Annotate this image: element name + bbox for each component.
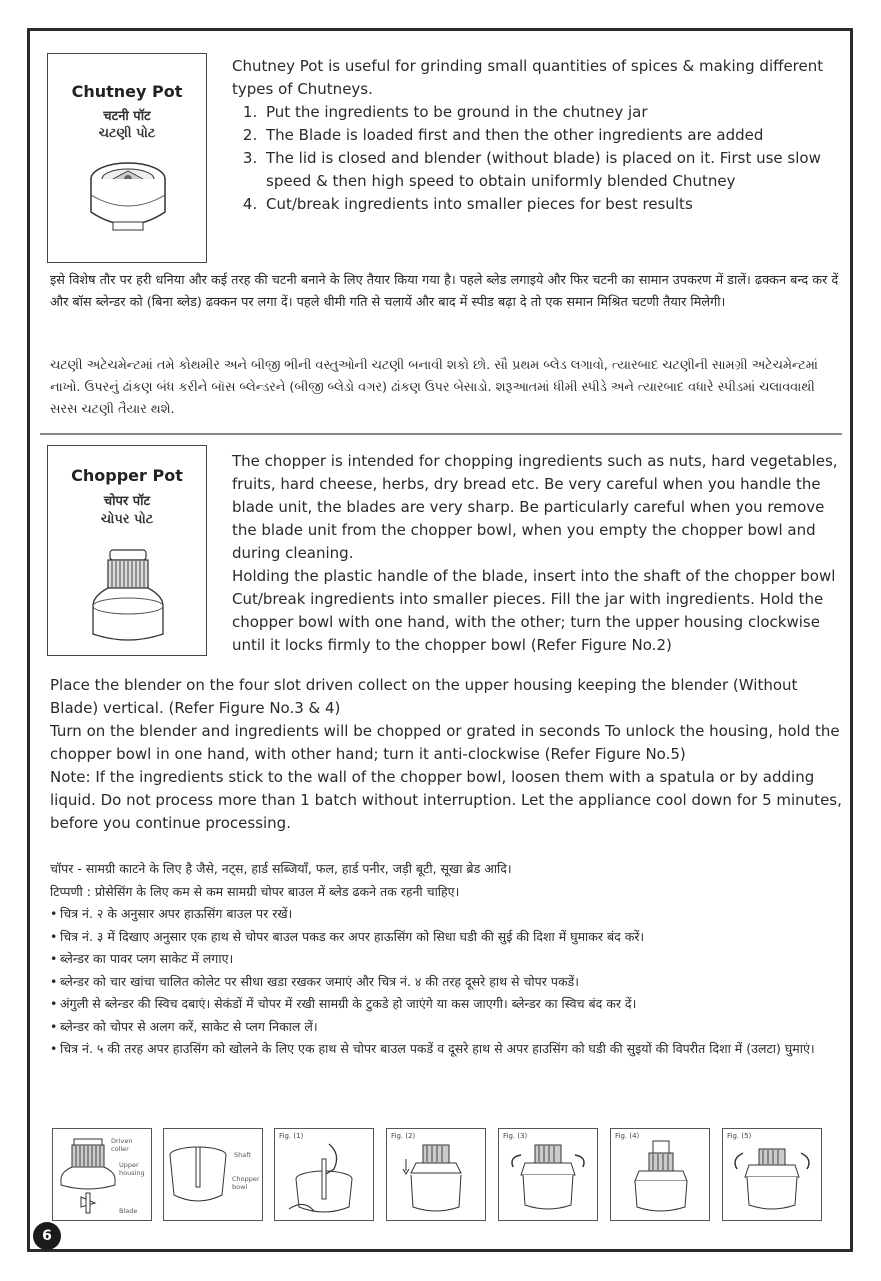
chutney-title-en: Chutney Pot: [71, 82, 183, 101]
list-item: • चित्र नं. २ के अनुसार अपर हाऊसिंग बाउल पर रखें।: [50, 903, 842, 926]
fig-3-label: Fig. (3): [503, 1132, 528, 1140]
chopper-note: Note: If the ingredients stick to the wall of the chopper bowl, loosen them with a spatula or by adding liquid. Do not process more than 1 batch without interruption. Let the appliance cool down for 5 minutes, before you continue processing.: [50, 768, 842, 832]
fig-3-illustration: [503, 1139, 593, 1219]
section-divider: [40, 433, 842, 435]
list-item: • ब्लेन्डर को चार खांचा चालित कोलेट पर सीधा खडा रखकर जमाएं और चित्र नं. ४ की तरह दूसरे हाथ से चोपर पकडें।: [50, 971, 842, 994]
chutney-gujarati: ચટણી અટેચમેન્ટમાં તમે કોથમીર અને બીજી ભીની વસ્તુઓની ચટણી બનાવી શકો છો. સૌ પ્રથમ બ્લેડ લગાવો, ત્યારબાદ ચટણીની સામગ્રી અટેચમેન્ટમાં નાખો. ઉપરનું ઢાંકણ બંધ કરીને બૉસ બ્લેન્ડરને (બીજી બ્લેડો વગર) ઢાંકણ ઉપર બેસાડો. શરૂઆતમાં ધીમી સ્પીડે અને ત્યારબાદ વધારે સ્પીડમાં ચલાવવાથી સરસ ચટણી તૈયાર થશે.: [50, 358, 818, 417]
chutney-step: 3. The lid is closed and blender (without blade) is placed on it. First use slow speed & then high speed to obtain uniformly blended Chutney: [262, 147, 840, 193]
fig-1-illustration: [279, 1139, 369, 1219]
chopper-title-hi: चोपर पॉट: [103, 494, 151, 509]
label-blade: Blade: [119, 1207, 138, 1215]
chutney-pot-box: [47, 53, 207, 263]
list-item: • अंगुली से ब्लेन्डर की स्विच दबाएं। सेकंडों में चोपर में रखी सामग्री के टुकडे हो जाएंगे या कस जाएगी। ब्लेन्डर का स्विच बंद कर दें।: [50, 993, 842, 1016]
chutney-text: [232, 55, 840, 216]
chopper-body2: Holding the plastic handle of the blade, insert into the shaft of the chopper bowl Cut/break ingredients into smaller pieces. Fill the jar with ingredients. Hold the chopper bowl with one hand, with the other; turn the upper housing clockwise until it locks firmly to the chopper bowl (Refer Figure No.2): [232, 567, 836, 654]
fig-2-illustration: [391, 1139, 481, 1219]
upper-housing-illustration: [59, 1137, 119, 1217]
chopper-place: Place the blender on the four slot driven collect on the upper housing keeping the blender (Without Blade) vertical. (Refer Figure No.3 & 4): [50, 676, 798, 717]
chutney-step: 1. Put the ingredients to be ground in the chutney jar: [262, 101, 840, 124]
fig-1-label: Fig. (1): [279, 1132, 304, 1140]
list-item: • चित्र नं. ५ की तरह अपर हाउसिंग को खोलने के लिए एक हाथ से चोपर बाउल पकडें व दूसरे हाथ से अपर हाउसिंग को घडी की सुइयों की विपरीत दिशा में (उलटा) घुमाएं।: [50, 1038, 842, 1061]
fig-4-illustration: [615, 1139, 705, 1219]
label-driven-coller: Driven coller: [111, 1137, 133, 1153]
figure-parts-bowl: [163, 1128, 263, 1221]
list-item: • ब्लेन्डर को चोपर से अलग करें, साकेट से प्लग निकाल लें।: [50, 1016, 842, 1039]
list-item: • ब्लेन्डर का पावर प्लग साकेट में लगाए।: [50, 948, 842, 971]
chopper-hindi-note: टिप्पणी : प्रोसेसिंग के लिए कम से कम सामग्री चोपर बाउल में ब्लेड ढकने तक रहनी चाहिए।: [50, 883, 460, 899]
label-upper-housing: Upper housing: [119, 1161, 145, 1177]
figure-4: [610, 1128, 710, 1221]
chopper-hindi-list: [50, 903, 842, 1061]
chopper-title-en: Chopper Pot: [71, 466, 183, 485]
chopper-body: The chopper is intended for chopping ingredients such as nuts, hard vegetables, fruits, hard cheese, herbs, dry bread etc. Be very careful when you handle the blade unit, the blades are very sharp. Be particularly careful when you remove the blade unit from the chopper bowl, when you empty the chopper bowl and during cleaning.: [232, 452, 838, 562]
list-item: • चित्र नं. ३ में दिखाए अनुसार एक हाथ से चोपर बाउल पकड कर अपर हाऊसिंग को सिधा घडी की सुई की दिशा में घुमाकर बंद करें।: [50, 926, 842, 949]
figure-parts-housing: [52, 1128, 152, 1221]
chopper-bowl-illustration: [166, 1137, 236, 1217]
chopper-pot-illustration: [88, 546, 168, 651]
chopper-hindi-intro: चॉपर - सामग्री काटने के लिए है जैसे, नट्स, हार्ड सब्जियाँ, फल, हार्ड पनीर, जड़ी बूटी, सूखा ब्रेड आदि।: [50, 861, 512, 876]
page-number-badge: 6: [33, 1222, 61, 1250]
fig-2-label: Fig. (2): [391, 1132, 416, 1140]
chutney-step: 2. The Blade is loaded first and then the other ingredients are added: [262, 124, 840, 147]
chutney-title-hi: चटनी पॉट: [103, 109, 151, 124]
chopper-hindi: [50, 858, 842, 1061]
figure-2: [386, 1128, 486, 1221]
figure-5: [722, 1128, 822, 1221]
label-chopper-bowl: Chopper bowl: [232, 1175, 260, 1191]
chutney-steps: [232, 101, 840, 216]
chutney-hindi: इसे विशेष तौर पर हरी धनिया और कई तरह की चटनी बनाने के लिए तैयार किया गया है। पहले ब्लेड लगाइये और फिर चटनी का सामान उपकरण में डालें। ढक्कन बन्द कर दें और बॉस ब्लेन्डर को (बिना ब्लेड) ढक्कन पर लगा दें। पहले धीमी गति से चलायें और बाद में स्पीड बढ़ा दे तो एक समान मिश्रित चटणी तैयार मिलेगी।: [50, 273, 839, 310]
figure-1: [274, 1128, 374, 1221]
chopper-turn-on: Turn on the blender and ingredients will be chopped or grated in seconds To unlock the housing, hold the chopper bowl in one hand, with other hand; turn it anti-clockwise (Refer Figure No.5): [50, 722, 840, 763]
chopper-pot-box: [47, 445, 207, 656]
chopper-instructions: [50, 674, 842, 835]
chutney-step: 4. Cut/break ingredients into smaller pieces for best results: [262, 193, 840, 216]
fig-5-label: Fig. (5): [727, 1132, 752, 1140]
chutney-pot-illustration: [83, 157, 173, 242]
chutney-intro: Chutney Pot is useful for grinding small quantities of spices & making different types of Chutneys.: [232, 57, 824, 98]
chopper-text: [232, 450, 840, 657]
chopper-title-gu: ચોપર પોટ: [100, 512, 154, 527]
label-shaft: Shaft: [234, 1151, 251, 1159]
fig-5-illustration: [727, 1139, 817, 1219]
figure-3: [498, 1128, 598, 1221]
fig-4-label: Fig. (4): [615, 1132, 640, 1140]
chutney-title-gu: ચટણી પોટ: [98, 126, 156, 141]
